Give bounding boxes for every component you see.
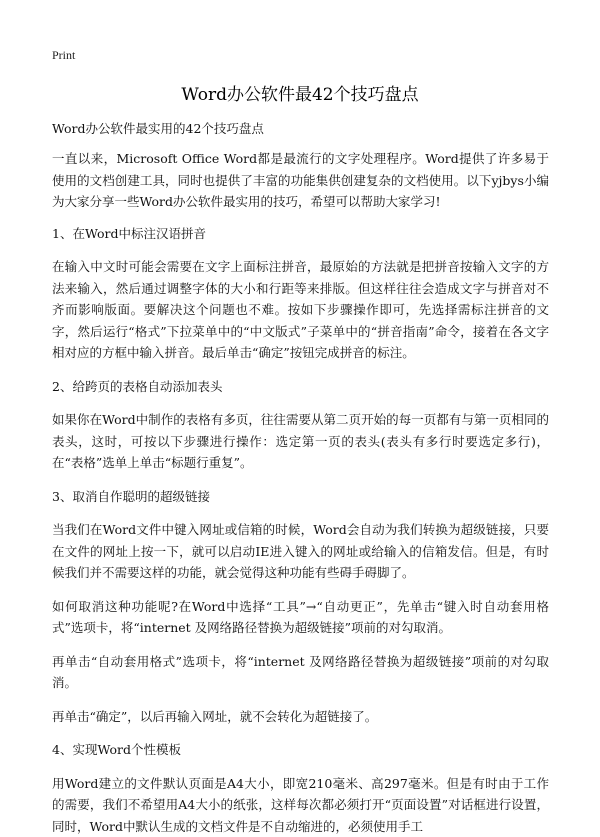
section-3-paragraph-1: 当我们在Word文件中键入网址或信箱的时候，Word会自动为我们转换为超级链接，只要在文件的网址上按一下，就可以启动IE进入键入的网址或给输入的信箱发信。但是，有时候我们并不需要这样的功能，就会觉得这种功能有些碍手碍脚了。: [52, 519, 549, 584]
section-3-paragraph-3: 再单击“自动套用格式”选项卡，将“internet 及网络路径替换为超级链接”项前的对勾取消。: [52, 651, 549, 694]
document-title: Word办公软件最42个技巧盘点: [0, 84, 600, 106]
section-heading-4: 4、实现Word个性模板: [52, 739, 549, 761]
section-4-paragraph-1: 用Word建立的文件默认页面是A4大小，即宽210毫米、高297毫米。但是有时由于工作的需要，我们不希望用A4大小的纸张，这样每次都必须打开“页面设置”对话框进行设置，同时，Word中默认生成的文档文件是不自动缩进的，必须使用手工: [52, 773, 549, 837]
section-3-paragraph-4: 再单击“确定”，以后再输入网址，就不会转化为超链接了。: [52, 706, 549, 728]
section-heading-2: 2、给跨页的表格自动添加表头: [52, 376, 549, 398]
document-subtitle: Word办公软件最实用的42个技巧盘点: [52, 120, 264, 138]
section-1-paragraph-1: 在输入中文时可能会需要在文字上面标注拼音，最原始的方法就是把拼音按输入文字的方法来输入，然后通过调整字体的大小和行距等来排版。但这样往往会造成文字与拼音对不齐而影响版面。要解决这个问题也不难。按如下步骤操作即可，先选择需标注拼音的文字，然后运行“格式”下拉菜单中的“中文版式”子菜单中的“拼音指南”命令，接着在各文字相对应的方框中输入拼音。最后单击“确定”按钮完成拼音的标注。: [52, 256, 549, 364]
section-3-paragraph-2: 如何取消这种功能呢?在Word中选择“工具”→“自动更正”，先单击“键入时自动套用格式”选项卡，将“internet 及网络路径替换为超级链接”项前的对勾取消。: [52, 596, 549, 639]
article-body: [52, 148, 549, 837]
section-heading-1: 1、在Word中标注汉语拼音: [52, 223, 549, 245]
intro-paragraph: 一直以来，Microsoft Office Word都是最流行的文字处理程序。Word提供了许多易于使用的文档创建工具，同时也提供了丰富的功能集供创建复杂的文档使用。以下yjbys小编为大家分享一些Word办公软件最实用的技巧，希望可以帮助大家学习!: [52, 148, 549, 213]
section-2-paragraph-1: 如果你在Word中制作的表格有多页，往往需要从第二页开始的每一页都有与第一页相同的表头，这时，可按以下步骤进行操作：选定第一页的表头(表头有多行时要选定多行)，在“表格”选单上单击“标题行重复”。: [52, 409, 549, 474]
section-heading-3: 3、取消自作聪明的超级链接: [52, 486, 549, 508]
print-link[interactable]: Print: [52, 48, 75, 62]
